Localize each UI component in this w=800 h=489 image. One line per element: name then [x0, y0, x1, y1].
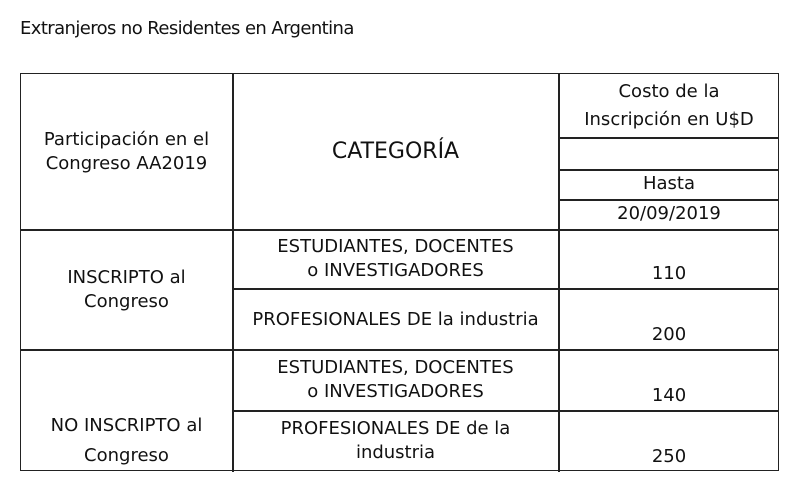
participation-line: Congreso	[84, 445, 169, 466]
category-line: ESTUDIANTES, DOCENTES	[277, 236, 514, 257]
cost-value: 140	[651, 385, 687, 406]
category-header-label: CATEGORÍA	[331, 138, 460, 164]
category-line: o INVESTIGADORES	[307, 381, 484, 402]
until-label	[559, 169, 779, 199]
category-line: industria	[355, 442, 436, 463]
cost-value: 200	[651, 324, 687, 345]
category-line: ESTUDIANTES, DOCENTES	[277, 357, 514, 378]
cost-header-line: Inscripción en U$D	[584, 108, 754, 130]
category-cell	[233, 411, 558, 471]
until-date-text: 20/09/2019	[617, 203, 721, 224]
registration-cost-table	[20, 73, 779, 471]
category-cell	[233, 350, 558, 410]
category-header	[233, 74, 558, 229]
participation-line: NO INSCRIPTO al	[50, 415, 203, 436]
until-label-text: Hasta	[642, 173, 696, 194]
category-cell	[233, 289, 558, 349]
cost-value: 250	[651, 446, 687, 467]
cost-header	[559, 74, 779, 137]
table-rule	[559, 137, 779, 139]
category-cell	[233, 230, 558, 288]
cost-header-line: Costo de la	[618, 80, 720, 102]
cost-cell	[559, 230, 779, 288]
cost-cell	[559, 411, 779, 471]
participation-cell	[21, 230, 232, 350]
participation-header-line: Participación en el	[43, 128, 210, 150]
category-line: o INVESTIGADORES	[307, 260, 484, 281]
participation-cell	[21, 350, 232, 471]
until-date	[559, 199, 779, 229]
cost-value: 110	[651, 263, 687, 284]
category-line: PROFESIONALES DE la industria	[252, 309, 539, 330]
document-title: Extranjeros no Residentes en Argentina	[20, 18, 354, 39]
participation-header-line: Congreso AA2019	[45, 152, 208, 174]
participation-header	[21, 74, 232, 229]
participation-line: Congreso	[84, 291, 169, 312]
cost-cell	[559, 350, 779, 410]
participation-line: INSCRIPTO al	[67, 267, 186, 288]
cost-cell	[559, 289, 779, 349]
category-line: PROFESIONALES DE de la	[280, 418, 511, 439]
